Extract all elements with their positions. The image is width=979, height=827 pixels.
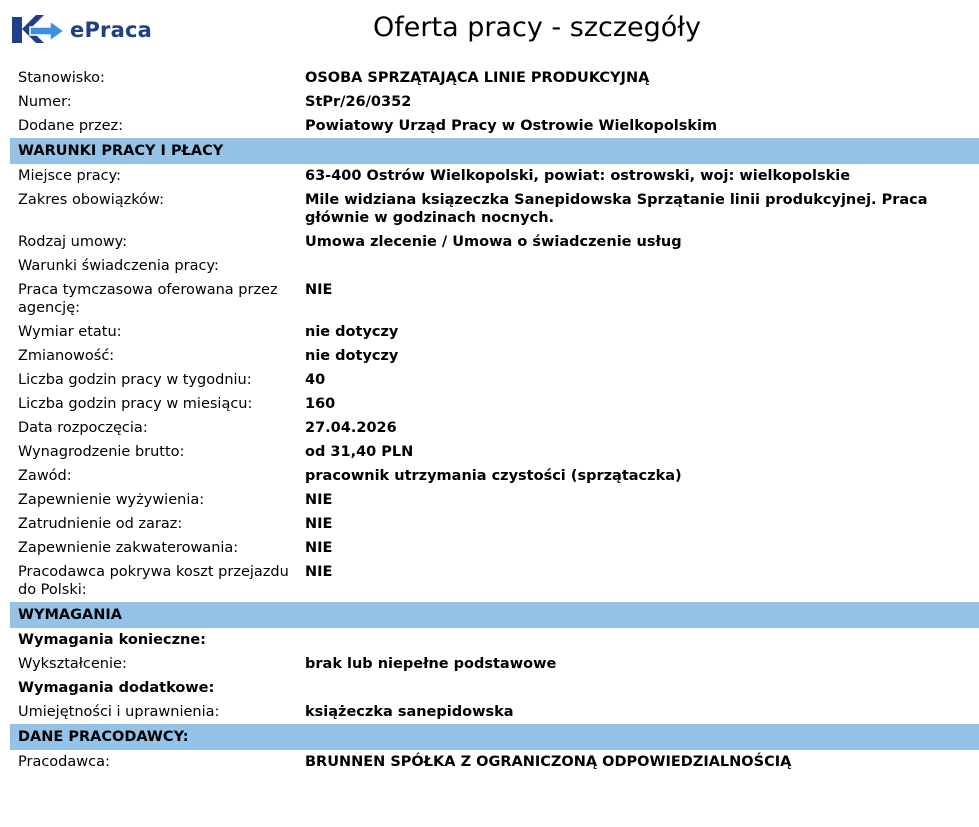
section-header-pracodawca: DANE PRACODAWCY: — [10, 724, 979, 750]
field-label: Zapewnienie wyżywienia: — [18, 492, 205, 508]
row-wyksztalcenie — [10, 652, 979, 676]
field-value: NIE — [305, 282, 333, 298]
field-label: Stanowisko: — [18, 70, 105, 86]
row-wymagania-dodatkowe — [10, 676, 979, 700]
row-wymagania-konieczne — [10, 628, 979, 652]
row-warunki-swiadczenia — [10, 254, 979, 278]
row-dodane-przez — [10, 114, 979, 138]
row-pracodawca — [10, 750, 979, 774]
field-value: BRUNNEN SPÓŁKA Z OGRANICZONĄ ODPOWIEDZIALNOŚCIĄ — [305, 754, 792, 770]
field-label: Miejsce pracy: — [18, 168, 121, 184]
field-value: Mile widziana ksiązeczka Sanepidowska Sprzątanie linii produkcyjnej. Praca głównie w godzinach nocnych. — [305, 192, 928, 226]
row-wyzywienie — [10, 488, 979, 512]
field-value: 63-400 Ostrów Wielkopolski, powiat: ostrowski, woj: wielkopolskie — [305, 168, 851, 184]
offer-details — [10, 66, 979, 774]
row-godziny-tydzien — [10, 368, 979, 392]
page-title-text: Oferta pracy - szczegóły — [373, 12, 701, 43]
field-value: OSOBA SPRZĄTAJĄCA LINIE PRODUKCYJNĄ — [305, 70, 650, 86]
field-label: Pracodawca pokrywa koszt przejazdu do Polski: — [18, 564, 289, 598]
field-value: NIE — [305, 492, 333, 508]
field-value: 160 — [305, 396, 336, 412]
field-label: Umiejętności i uprawnienia: — [18, 704, 220, 720]
field-value: brak lub niepełne podstawowe — [305, 656, 557, 672]
field-label: Zawód: — [18, 468, 72, 484]
field-label: Wymiar etatu: — [18, 324, 122, 340]
field-label: Wynagrodzenie brutto: — [18, 444, 185, 460]
row-godziny-miesiac — [10, 392, 979, 416]
page-header — [0, 0, 979, 62]
field-value: NIE — [305, 564, 333, 580]
field-label: Praca tymczasowa oferowana przez agencję: — [18, 282, 278, 316]
field-value: Umowa zlecenie / Umowa o świadczenie usług — [305, 234, 682, 250]
field-label: Zmianowość: — [18, 348, 115, 364]
row-zatrudnienie-od-zaraz — [10, 512, 979, 536]
field-label: Liczba godzin pracy w tygodniu: — [18, 372, 252, 388]
subheading-wymagania-konieczne: Wymagania konieczne: — [18, 632, 206, 648]
row-praca-tymczasowa — [10, 278, 979, 320]
field-value: pracownik utrzymania czystości (sprzątaczka) — [305, 468, 682, 484]
row-zakwaterowanie — [10, 536, 979, 560]
field-label: Wykształcenie: — [18, 656, 127, 672]
row-data-rozpoczecia — [10, 416, 979, 440]
field-value: NIE — [305, 540, 333, 556]
row-wynagrodzenie — [10, 440, 979, 464]
field-value: StPr/26/0352 — [305, 94, 412, 110]
field-label: Warunki świadczenia pracy: — [18, 258, 219, 274]
section-header-wymagania: WYMAGANIA — [10, 602, 979, 628]
field-label: Zapewnienie zakwaterowania: — [18, 540, 239, 556]
row-zmianowosc — [10, 344, 979, 368]
field-value: książeczka sanepidowska — [305, 704, 514, 720]
field-value: 27.04.2026 — [305, 420, 397, 436]
field-label: Liczba godzin pracy w miesiącu: — [18, 396, 253, 412]
logo-text: ePraca — [70, 18, 152, 42]
row-stanowisko — [10, 66, 979, 90]
field-label: Pracodawca: — [18, 754, 110, 770]
field-label: Rodzaj umowy: — [18, 234, 128, 250]
field-value: nie dotyczy — [305, 324, 399, 340]
row-zakres-obowiazkow — [10, 188, 979, 230]
row-umiejetnosci — [10, 700, 979, 724]
field-value: nie dotyczy — [305, 348, 399, 364]
row-numer — [10, 90, 979, 114]
subheading-wymagania-dodatkowe: Wymagania dodatkowe: — [18, 680, 215, 696]
row-rodzaj-umowy — [10, 230, 979, 254]
row-miejsce-pracy — [10, 164, 979, 188]
field-value: Powiatowy Urząd Pracy w Ostrowie Wielkopolskim — [305, 118, 718, 134]
field-value — [305, 257, 979, 275]
row-zawod — [10, 464, 979, 488]
field-label: Data rozpoczęcia: — [18, 420, 148, 436]
field-label: Zatrudnienie od zaraz: — [18, 516, 183, 532]
field-value: od 31,40 PLN — [305, 444, 414, 460]
row-koszt-przejazdu — [10, 560, 979, 602]
page-title — [0, 12, 979, 43]
field-label: Dodane przez: — [18, 118, 124, 134]
section-header-warunki: WARUNKI PRACY I PŁACY — [10, 138, 979, 164]
field-value: 40 — [305, 372, 326, 388]
field-label: Zakres obowiązków: — [18, 192, 164, 208]
field-label: Numer: — [18, 94, 72, 110]
row-wymiar-etatu — [10, 320, 979, 344]
field-value: NIE — [305, 516, 333, 532]
